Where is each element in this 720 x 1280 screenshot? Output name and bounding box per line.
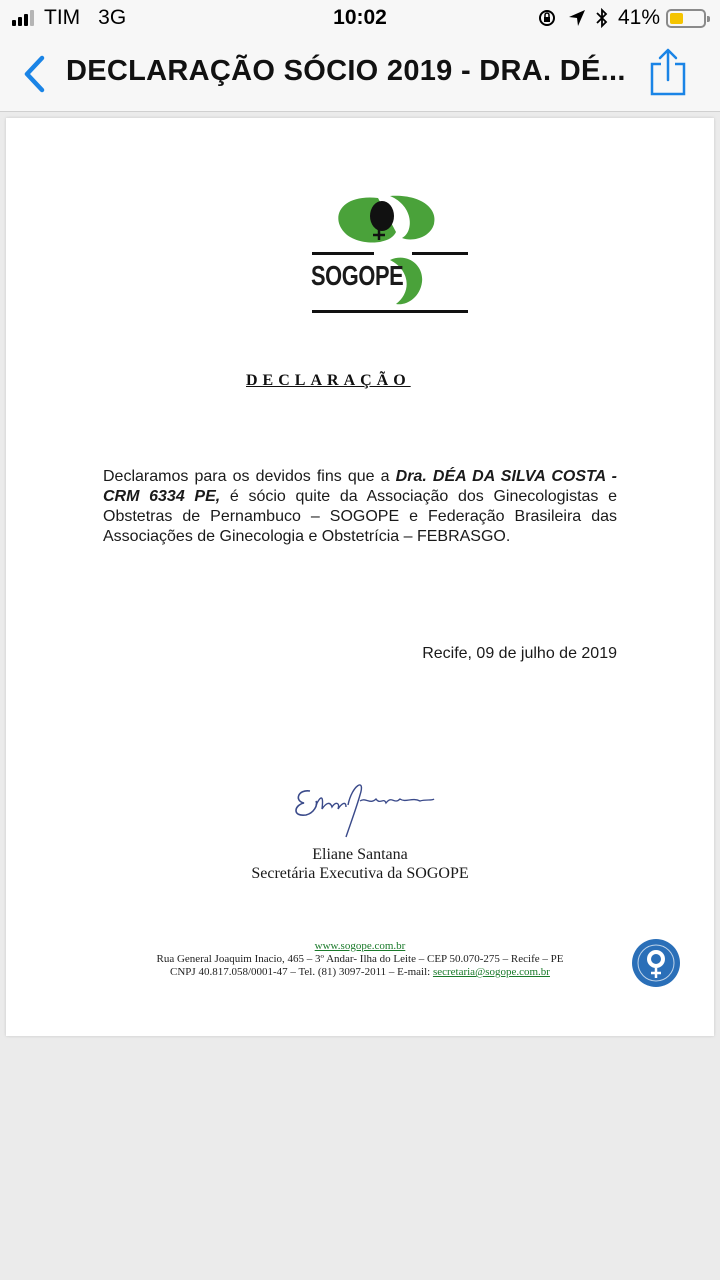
febrasgo-logo-icon: [631, 938, 681, 988]
member-name: Dra. DÉA DA SILVA COSTA - CRM 6334 PE,: [103, 468, 617, 505]
navigation-bar: [0, 36, 720, 112]
clock: 10:02: [333, 6, 387, 29]
signature-icon: [286, 775, 436, 841]
place-date: Recife, 09 de julho de 2019: [422, 645, 617, 662]
footer-cnpj-phone: CNPJ 40.817.058/0001-47 – Tel. (81) 3097-2011 – E-mail:: [170, 966, 433, 978]
battery-percent: 41%: [617, 6, 660, 29]
signatory-name: Eliane Santana: [312, 846, 408, 863]
battery-level: [670, 13, 683, 24]
declaration-heading: DECLARAÇÃO: [246, 372, 411, 389]
status-bar: [0, 0, 720, 36]
bluetooth-icon: [594, 7, 610, 29]
declaration-body: [103, 467, 617, 547]
battery-icon: [666, 9, 706, 28]
chevron-left-icon: [18, 52, 54, 96]
website-link[interactable]: www.sogope.com.br: [314, 940, 406, 952]
footer-address: Rua General Joaquim Inacio, 465 – 3º Andar- Ilha do Leite – CEP 50.070-275 – Recife – PE: [156, 953, 564, 965]
share-button[interactable]: [648, 46, 688, 98]
footer-contact: [106, 966, 614, 979]
letterhead-footer: [106, 940, 614, 979]
document-title: DECLARAÇÃO SÓCIO 2019 - DRA. DÉ...: [66, 55, 626, 87]
share-icon: [648, 46, 688, 98]
body-intro: Declaramos para os devidos fins que a: [103, 468, 396, 485]
signatory-role: Secretária Executiva da SOGOPE: [251, 865, 469, 882]
orientation-lock-icon: [536, 7, 558, 29]
location-icon: [566, 7, 588, 29]
logo-wordmark: SOGOPE: [311, 260, 404, 291]
body-rest: é sócio quite da Associação dos Ginecologistas e Obstetras de Pernambuco – SOGOPE e Federação Brasileira das Associações de Ginecologia e Obstetrícia – FEBRASGO.: [103, 488, 617, 545]
sogope-logo-icon: [302, 192, 468, 314]
email-link[interactable]: secretaria@sogope.com.br: [432, 966, 550, 978]
pdf-page[interactable]: [6, 118, 714, 1036]
status-icons: [536, 6, 706, 30]
carrier-name: TIM: [44, 6, 81, 29]
network-type: 3G: [98, 6, 127, 29]
back-button[interactable]: [18, 52, 54, 96]
